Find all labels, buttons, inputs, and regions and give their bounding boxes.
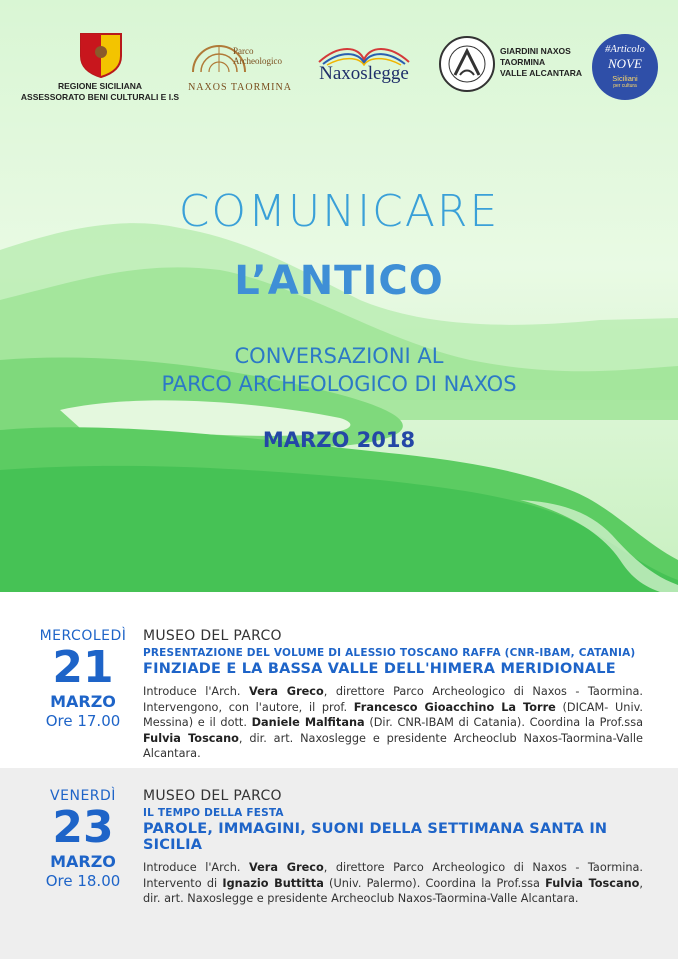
event-weekday: VENERDÌ — [50, 788, 116, 804]
articolo-nove-logo — [592, 34, 658, 100]
desc-person: Ignazio Buttitta — [222, 876, 324, 890]
event-card — [0, 768, 678, 959]
desc-text: (DICAM- Univ. Messina) e il dott. — [143, 700, 643, 729]
parco-label-2: Archeologico — [233, 56, 282, 66]
event-venue: MUSEO DEL PARCO — [143, 788, 282, 804]
event-month: MARZO — [50, 852, 116, 871]
archeoclub-city-3: VALLE ALCANTARA — [500, 68, 582, 78]
event-headline: FINZIADE E LA BASSA VALLE DELL'HIMERA MERIDIONALE — [143, 661, 616, 677]
event-time: Ore 17.00 — [45, 712, 121, 730]
event-info — [143, 788, 643, 907]
archeoclub-emblem-icon — [438, 35, 496, 93]
parco-archeologico-logo — [185, 28, 295, 98]
desc-text: , direttore Parco Archeologico di Naxos - Taormina. Intervengono, con l'autore, il prof. — [143, 685, 644, 714]
desc-person: Vera Greco — [249, 861, 324, 874]
naxoslegge-logo — [305, 36, 423, 92]
event-description — [143, 860, 643, 907]
desc-person: Fulvia Toscano — [143, 731, 239, 745]
event-kicker: IL TEMPO DELLA FESTA — [143, 807, 284, 819]
regione-shield-icon — [76, 30, 126, 78]
parco-label-1: Parco — [233, 46, 254, 56]
desc-person: Fulvia Toscano — [545, 876, 640, 890]
event-headline: PAROLE, IMMAGINI, SUONI DELLA SETTIMANA SANTA IN SICILIA — [143, 821, 608, 853]
articolo-tagline-2: per cultura — [613, 83, 637, 89]
articolo-nove: NOVE — [608, 56, 642, 71]
archeoclub-city-1: GIARDINI NAXOS — [500, 46, 571, 56]
desc-text: (Dir. CNR-IBAM di Catania). Coordina la Prof.ssa — [364, 716, 643, 729]
archeoclub-logo — [438, 35, 496, 97]
desc-text: Introduce l'Arch. — [143, 685, 249, 698]
event-kicker: PRESENTAZIONE DEL VOLUME DI ALESSIO TOSCANO RAFFA (CNR-IBAM, CATANIA) — [143, 647, 636, 659]
desc-text: (Univ. Palermo). Coordina la Prof.ssa — [323, 876, 546, 890]
event-day: 21 — [52, 642, 114, 693]
event-info — [143, 628, 643, 762]
desc-person: Francesco Gioacchino La Torre — [353, 700, 556, 714]
subtitle-line-1: CONVERSAZIONI AL — [234, 344, 444, 368]
archeoclub-city-2: TAORMINA — [500, 57, 546, 67]
regione-department: ASSESSORATO BENI CULTURALI E I.S — [20, 92, 180, 102]
event-description — [143, 684, 643, 762]
regione-siciliana-logo — [76, 30, 126, 82]
regione-name: REGIONE SICILIANA — [57, 81, 143, 91]
desc-text: Introduce l'Arch. — [143, 861, 249, 874]
event-card — [0, 592, 678, 768]
event-date-block — [28, 788, 138, 890]
book-icon — [305, 36, 423, 66]
desc-text: , dir. art. Naxoslegge e presidente Archeoclub Naxos-Taormina-Valle Alcantara. — [143, 876, 643, 905]
event-weekday: MERCOLEDÌ — [39, 628, 127, 644]
title-line-1: COMUNICARE — [178, 186, 500, 237]
event-venue: MUSEO DEL PARCO — [143, 628, 282, 644]
articolo-hashtag: #Articolo — [605, 44, 645, 55]
title-line-2: L’ANTICO — [234, 258, 444, 304]
event-period: MARZO 2018 — [262, 428, 416, 452]
desc-person: Daniele Malfitana — [251, 716, 365, 729]
event-time: Ore 18.00 — [45, 872, 121, 890]
event-day: 23 — [52, 802, 114, 853]
desc-text: , dir. art. Naxoslegge e presidente Archeoclub Naxos-Taormina-Valle Alcantara. — [143, 731, 643, 760]
articolo-tagline-1: Siciliani — [612, 74, 638, 83]
subtitle-line-2: PARCO ARCHEOLOGICO DI NAXOS — [161, 372, 517, 396]
desc-person: Vera Greco — [249, 685, 324, 698]
event-date-block — [28, 628, 138, 730]
parco-location: NAXOS TAORMINA — [188, 82, 292, 93]
event-month: MARZO — [50, 692, 116, 711]
desc-text: , direttore Parco Archeologico di Naxos - Taormina. Intervento di — [143, 861, 644, 890]
naxoslegge-wordmark: Naxoslegge — [319, 63, 409, 84]
